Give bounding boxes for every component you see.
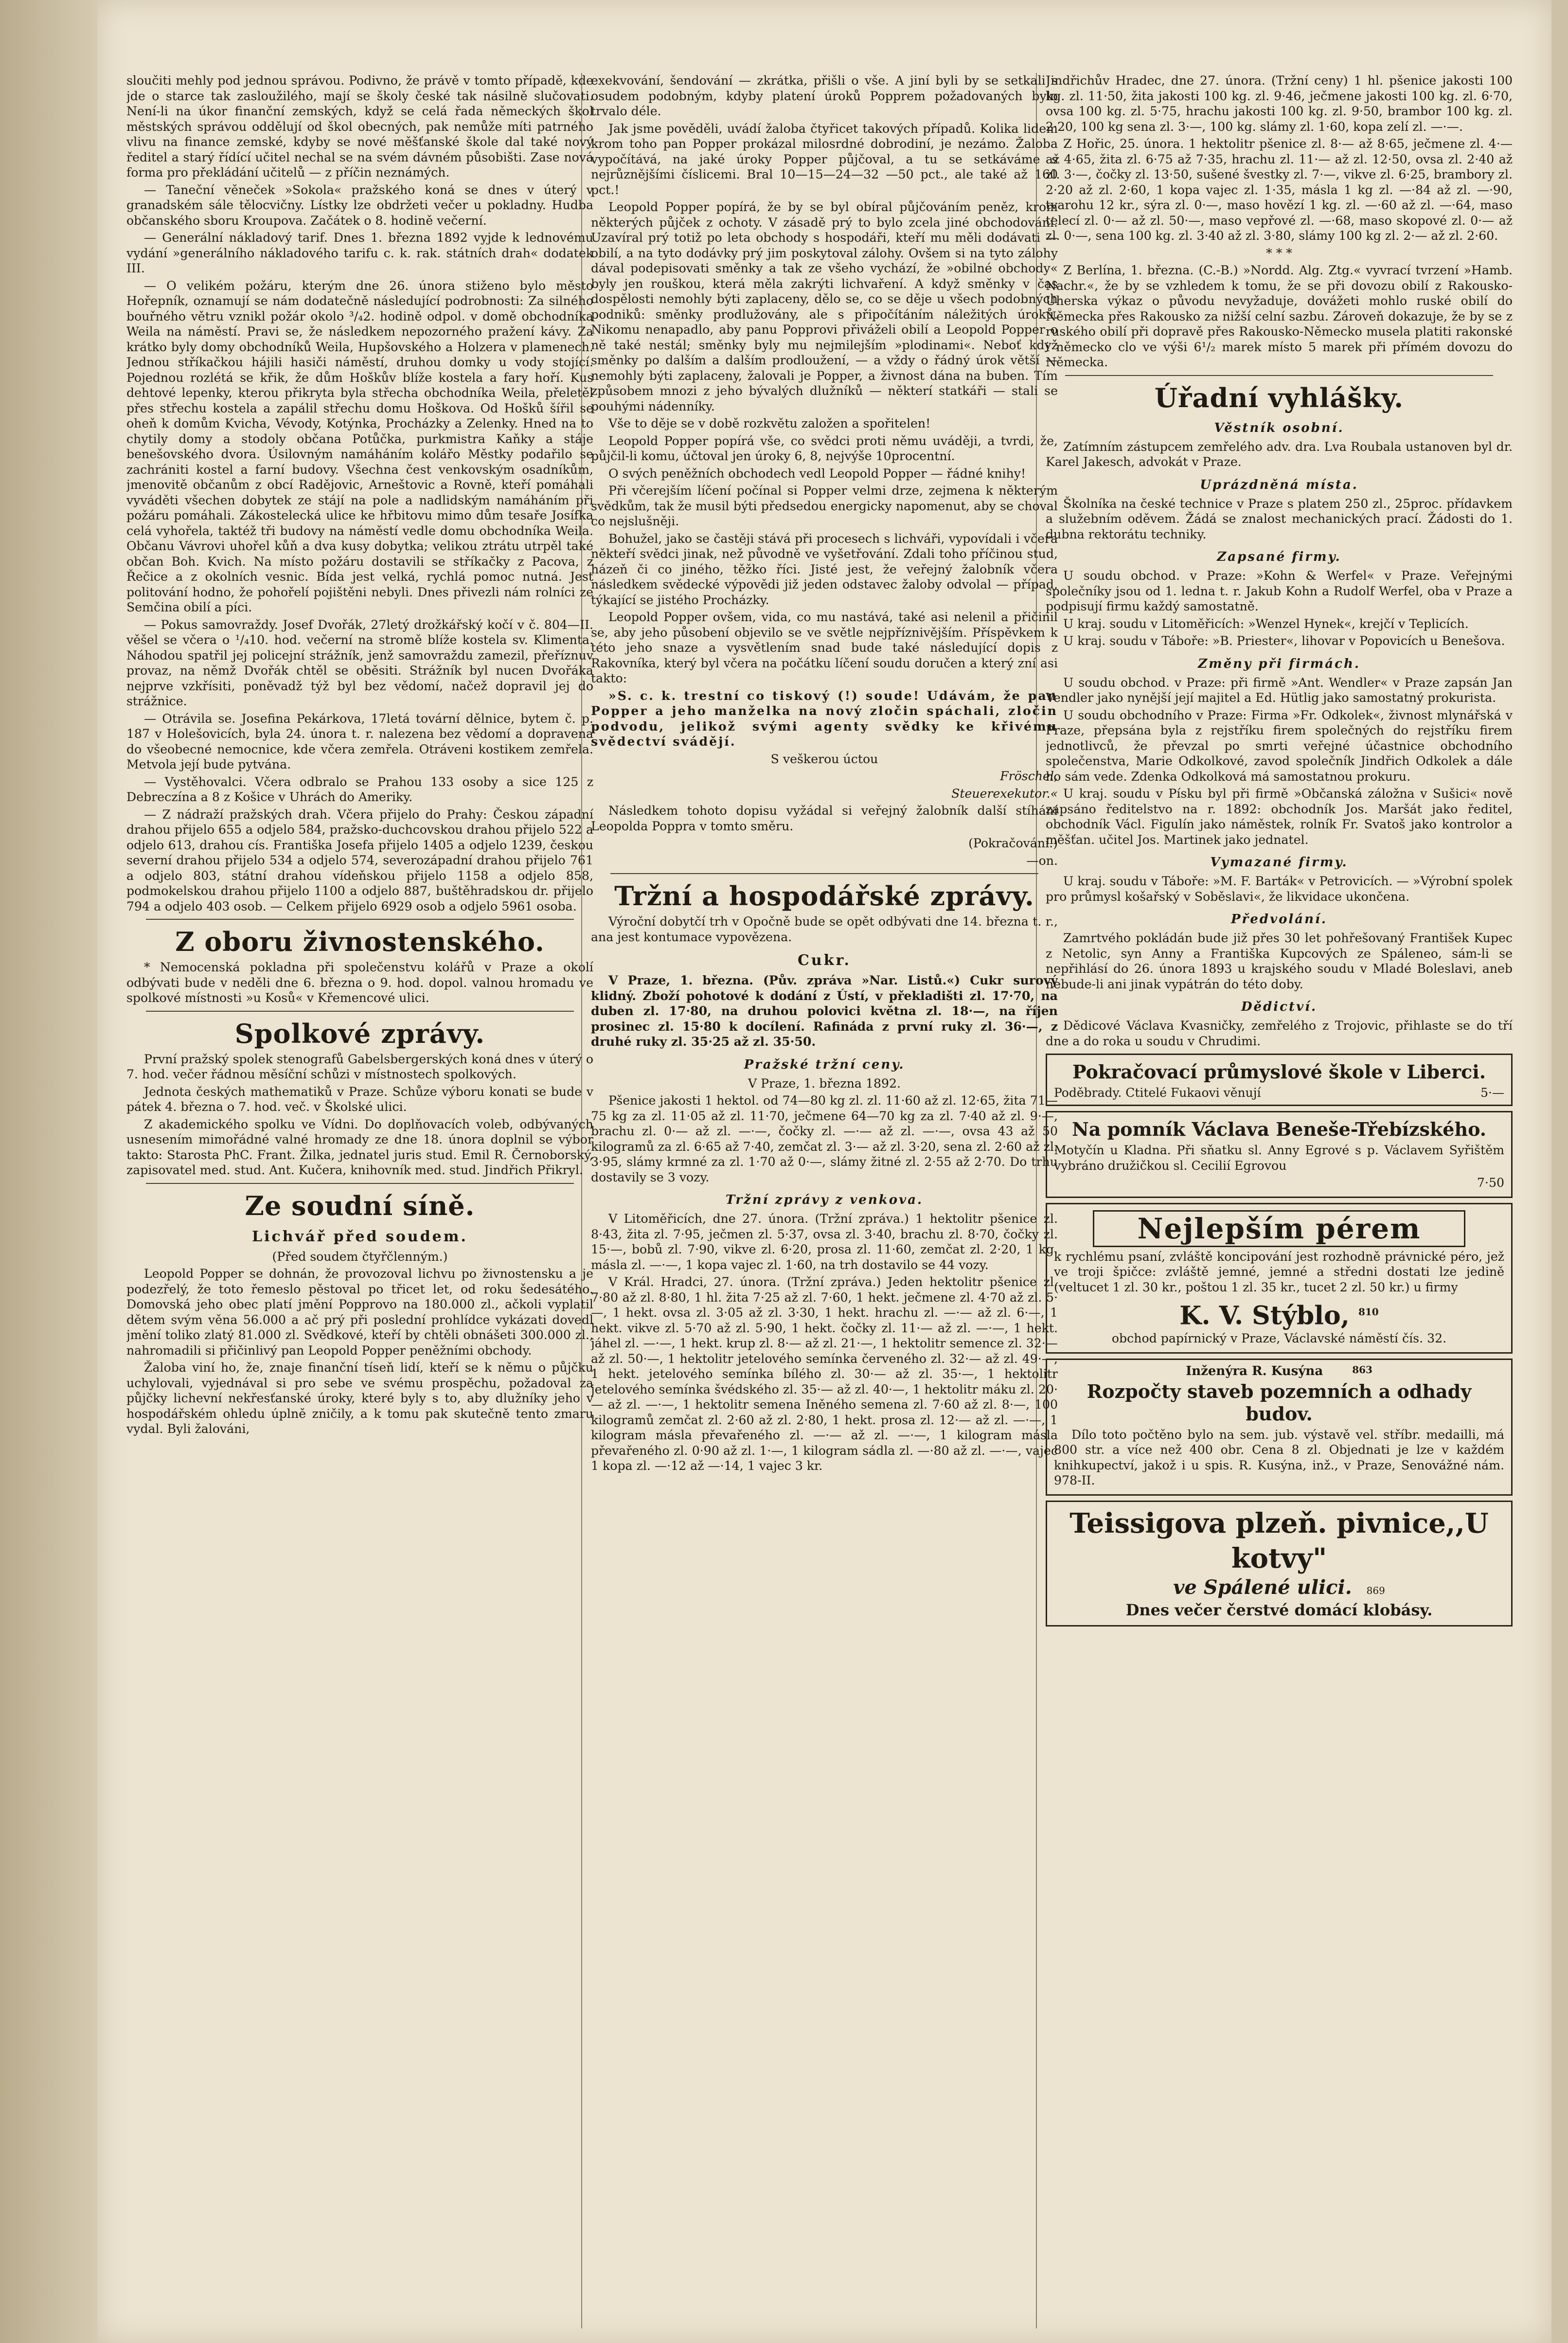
firm-priester: U kraj. soudu v Táboře: »B. Priester«, lihovar v Popovicích u Benešova. [1063, 634, 1505, 648]
ad-benes-amount: 7·50 [1477, 1176, 1504, 1190]
ad-benes-text: Motyčín u Kladna. Při sňatku sl. Anny Egrové s p. Václavem Syřištěm vybráno družičkou sl. Cecilií Egrovou [1054, 1143, 1504, 1173]
ad-kusyn-top [1054, 1364, 1504, 1378]
ad-pen-text: k rychlému psaní, zvláště koncipování jest rozhodně právnické péro, jež ve troji špičce: zvláště jemné, jemné a středni dostati lze jedině (veltucet 1 zl. 30 kr., poštou 1 zl. 35 kr., tucet 2 zl. 50 kr.) u firmy [1054, 1249, 1504, 1294]
market-jindrichuv-hradec: Jindřichův Hradec, dne 27. února. (Tržní ceny) 1 hl. pšenice jakosti 100 kg. zl. 11·50, žita jakosti 100 kg. zl. 9·46, ječmene jakosti 100 kg. zl. 6·70, ovsa 100 kg. zl. 5·75, hrachu jakosti 100 kg. zl. 9·50, brambor 100 kg. zl. 2·20, 100 kg sena zl. 3·—, 100 kg. slámy zl. 1·60, kopa zelí zl. —·—. [1046, 73, 1513, 134]
ad-pen-firm-name: K. V. Stýblo, [1179, 1301, 1350, 1331]
letter-signature-title: Steuerexekutor.« [951, 786, 1058, 801]
ad-kusyn [1046, 1359, 1513, 1496]
article-subtitle-usurer: (Před soudem čtyřčlenným.) [272, 1249, 448, 1264]
divider [146, 1011, 574, 1012]
firm-deleted: U kraj. soudu v Táboře: »M. F. Barták« v Petrovicích. — »Výrobní spolek pro průmysl košařský v Soběslavi«, že likvidace ukončena. [1046, 874, 1513, 904]
ad-teissig-row [1054, 1576, 1504, 1599]
ad-liberec-title: Pokračovací průmyslové škole v Liberci. [1072, 1061, 1486, 1083]
section-heading-market: Tržní a hospodářské zprávy. [614, 880, 1034, 912]
news-health-fund: * Nemocenská pokladna při společenstvu kolářů v Praze a okolí odbývati bude v neděli dne 6. března o 9. hod. dopol. valnou hromadu ve spolkové místnosti »u Kosů« v Křemencové ulici. [126, 960, 593, 1005]
subheading-inheritance: Dědictví. [1241, 1000, 1318, 1014]
article-usurer-cont-6: O svých peněžních obchodech vedl Leopold Popper — řádné knihy! [608, 466, 1026, 481]
prague-dateline: V Praze, 1. března 1892. [748, 1076, 901, 1091]
ad-pen [1046, 1203, 1513, 1354]
news-opocno-fair: Výroční dobytčí trh v Opočně bude se opět odbývati dne 14. března t. r., ana jest kontumace vypovězena. [591, 914, 1058, 944]
market-kral-hradec: V Král. Hradci, 27. února. (Tržní zpráva.) Jeden hektolitr pšenice zl. 7·80 až zl. 8·80, 1 hl. žita 7·25 až zl. 7·60, 1 hekt. ječmene zl. 4·70 až zl. 5·—, 1 hekt. ovsa zl. 3·05 až zl. 3·30, 1 hekt. hrachu zl. —·— až zl. 6·—, 1 hekt. vikve zl. 5·70 až zl. 5·90, 1 hekt. čočky zl. 11·— až zl. —·—, 1 hekt. jáhel zl. —·—, 1 hekt. krup zl. 8·— až zl. 21·—, 1 hektolitr semence zl. 32·— až zl. 50·—, 1 hektolitr jetelového semínka červeného zl. 32·— až zl. 49·—, 1 hekt. jetelového semínka bílého zl. 30·— až zl. 35·—, 1 hektolitr jetelového semínka švédského zl. 35·— až zl. 40·—, 1 hektolitr máku zl. 20·— až zl. —·—, 1 hektolitr semena Iněného semena zl. 7·60 až zl. 8·—, 100 kilogramů zemčat zl. 2·60 až zl. 2·80, 1 hekt. prosa zl. 12·— až zl. —·—, 1 kilogram másla převařeného zl. —·— až zl. —·—, 1 kilogram másla převařeného zl. 0·90 až zl. 1·—, 1 kilogram sádla zl. —·80 až zl. —·—, vajec 1 kopa zl. —·12 až —·14, 1 vajec 3 kr. [591, 1275, 1058, 1473]
author-initials: —on. [1026, 853, 1058, 868]
market-litomerice: V Litoměřicích, dne 27. února. (Tržní zpráva.) 1 hektolitr pšenice zl. 8·43, žita zl. 7·95, ječmen zl. 5·37, ovsa zl. 3·40, brachu zl. 8·70, čočky zl. 15·—, bobů zl. 7·90, vikve zl. 6·20, prosa zl. 11·60, zemčat zl. 2·20, 1 kg. másla zl. —·—, 1 kopa vajec zl. 1·60, na trh dostavilo se 44 vozy. [591, 1212, 1058, 1272]
inheritance-kvasnicka: Dědicové Václava Kvasničky, zemřelého z Trojovic, přihlaste se do tří dne a do roka u soudu v Chrudimi. [1046, 1019, 1513, 1048]
firm-zalozna-susice: U kraj. soudu v Písku byl při firmě »Občanská záložna v Sušici« nově zapsáno ředitelstvo na r. 1892: obchodník Jos. Maršát jako ředitel, obchodník Václ. Figulín jako náměstek, rolník Fr. Svatoš jako kontrolor a měšťan. učitel Jos. Martinek jako jednatel. [1046, 787, 1513, 847]
divider [610, 873, 1038, 874]
subheading-registered-firms: Zapsané firmy. [1217, 550, 1341, 564]
subheading-firm-changes: Změny při firmách. [1198, 656, 1360, 671]
section-stars: * * * [1266, 246, 1292, 260]
ad-pen-address: obchod papírnický v Praze, Václavské náměstí čís. 32. [1111, 1331, 1447, 1346]
subheading-prague-prices: Pražské tržní ceny. [744, 1057, 905, 1072]
news-freight-tariff: — Generální nákladový tarif. Dnes 1. března 1892 vyjde k lednovému vydání »generálního nákladového tarifu c. k. rak. státních drah« dodatek III. [126, 231, 593, 275]
firm-wenzel-hynek: U kraj. soudu v Litoměřicích: »Wenzel Hynek«, krejčí v Teplicích. [1063, 616, 1469, 631]
ad-teissig-street: ve Spálené ulici. [1173, 1575, 1352, 1599]
article-usurer-cont-4: Vše to děje se v době rozkvětu založen a spořitelen! [608, 416, 931, 430]
ad-kusyn-number: 863 [1352, 1363, 1372, 1376]
article-usurer-p1: Leopold Popper se dohnán, že provozoval lichvu po živnostensku a je podezřelý, že toto řemeslo pěstoval po třicet let, od roku šedesátého. Domovská jeho obec platí jmění Popprovo na 180.000 zl., ačkoli vyplatil dětem svým věna 56.000 a ač prý při poslední prohlídce vykázati dovedl jmění toliko zlatý 81.000 zl. Svědkové, kteří by chtěli obnášeti 300.000 zl., nahromadili si přičinlivý pan Leopold Popper peněžními obchody. [126, 1267, 593, 1358]
article-usurer-p2: Žaloba viní ho, že, znaje finanční tíseň lidí, kteří se k němu o půjčku uchylovali, vyjednával si pro sebe ve svému prospěchu, požadoval za půjčky lichevní nekřesťanské úroky, které byly s to, aby dlužníky jeho v hospodářském ohledu úplně zničily, a k tomu pak skutečně tento zmaru vydal. Byli žalováni, [126, 1360, 593, 1436]
market-prague-prices: Pšenice jakosti 1 hektol. od 74—80 kg zl. zl. 11·60 až zl. 12·65, žita 71—75 kg za zl. 11·05 až zl. 11·70, ječmene 64—70 kg za zl. 7·40 až zl. 9·—, brachu zl. 0·— až zl. —·—, čočky zl. —·— až zl. —·—, ovsa 43 až 50 kilogramů za zl. 6·65 až 7·40, zemčat zl. 3·— až zl. 3·20, sena zl. 2·60 až zl. 3·95, slámy krmné za zl. 1·70 až 0·—, slámy žitné zl. 2·55 až 2·70. Do trhu dostavily se 3 vozy. [591, 1093, 1058, 1184]
section-heading-court: Ze soudní síně. [245, 1190, 475, 1221]
news-emigrants: — Vystěhovalci. Včera odbralo se Prahou 133 osoby a sice 125 z Debreczína a 8 z Košice v Uhrách do Ameriky. [126, 774, 593, 804]
section-heading-trade: Z oboru živnostenského. [175, 926, 545, 957]
quoted-letter: »S. c. k. trestní co tiskový (!) soude! Udávám, že pan Popper a jeho manželka na nový zločin spáchali, zločin podvodu, jelikož svými agenty svědky ke křivému svědectví svádějí. [591, 688, 1058, 749]
column-1 [126, 73, 593, 2328]
article-school-merge: sloučiti mehly pod jednou správou. Podivno, že právě v tomto případě, kde jde o starce tak zasloužilého, mají se školy české tak násilně slučovati. Není-li na úkor finanční zemských, když se celá řada německých škol městských správou oddělují od škol obecných, pak nemůže míti patrného vlivu na finance zemské, kdyby se nové měšťanské škole dal také nový ředitel a starý řídící učitel nechal se na svém dávném působišti. Zase nová forma pro překládání učitelů — z příčin neznámých. [126, 73, 593, 179]
subheading-deleted-firms: Vymazané firmy. [1210, 855, 1348, 870]
news-mathematicians: Jednota českých mathematiků v Praze. Schůze výboru konati se bude v pátek 4. března o 7. hod. več. v Školské ulici. [126, 1084, 593, 1114]
ad-kusyn-text: Dílo toto počtěno bylo na sem. jub. výstavě vel. stříbr. medailli, má 800 str. a více než 400 obr. Cena 8 zl. Objednati je lze v každém knihkupectví, jakož i u spis. R. Kusýna, inž., v Praze, Senovážné nám. 978-II. [1054, 1427, 1504, 1488]
news-stenographers: První pražský spolek stenografů Gabelsbergerských koná dnes v úterý o 7. hod. večer řádnou měsíční schůzi v místnostech spolkových. [126, 1052, 593, 1081]
firm-wendler: U soudu obchod. v Praze: při firmě »Ant. Wendler« v Praze zapsán Jan Vendler jako nynější její majitel a Ed. Hütlig jako samostatný prokurista. [1046, 675, 1513, 705]
subheading-vacancies: Uprázdněná místa. [1200, 477, 1358, 492]
ad-liberec-amount: 5·— [1480, 1086, 1504, 1100]
article-usurer-cont-10: Následkem tohoto dopisu vyžádal si veřejný žalobník další stíhání Leopolda Poppra v tomto směru. [591, 804, 1058, 833]
news-fire-horepnik: — O velikém požáru, kterým dne 26. února stiženo bylo město Hořepník, oznamují se nám dodatečně následující podrobnosti: Za silného bouřného větru vznikl požár okolo ³/₄2. hodině odpol. v domě obchodníka Weila na náměstí. Pravi se, že následkem nepozorného pražení kávy. Za krátko byly domy obchodníků Weila, Hupšovského a Holzera v plamenech. Jednou stříkačkou hájili hasiči náměstí, druhou domky u vody stojící. Pojednou rozlétá se křik, že dům Hoškův blíže kostela a fary hoří. Kus dehtové lepenky, kterou přikryta byla střecha obchodníka Weila, přeletěl přes střechu kostela a zapálil střechu domu Hoškova. Od Hošků šířil se oheň k domům Kvicha, Vévody, Kotýnka, Procházky a Zelenky. Hned na to chytily domy a stodoly občana Potůčka, purkmistra Kaňky a stáje benešovského dvora. Úsilovným namáháním kolářo Městky podařilo se zachrániti kostel a farní budovy. Všechna čest venkovským osadníkům, jmenovitě občanům z obcí Radějovic, Arneštovic a Rovně, kteří pomáhali vyváděti všechen dobytek ze stájí na pole a nadlidským namáháním při požáru pomáhali. Zákostelecká ulice ke hřbitovu mimo dům tesaře Josífka celá vyhořela, taktéž tři budovy na náměstí vedle domu obchodníka Weila. Občanu Vávrovi uhořel kůň a dva kusy dobytka; velikou ztrátu utrpěl také občan Boh. Kvich. Na místo požáru dostavili se stříkačky z Pacova, z Řečice a z okolních vesnic. Bída jest velká, rychlá pomoc nutná. Jest politování hodno, že pohořelí pojištěni nebyli. Dnes přivezli nám rolníci ze Semčina obilí a píci. [126, 278, 593, 614]
divider [1065, 375, 1493, 376]
firm-odkolek: U soudu obchodního v Praze: Firma »Fr. Odkolek«, živnost mlynářská v Praze, přepsána byla z rejstříku firem společných do rejstříku firem jednotlivců, že převzal po smrti veřejné účastnice obchodního společenstva, Marie Odkolkové, zavod společník Jindřich Odkolek a dále ho sám vede. Zdenka Odkolková má samostatnou prokuru. [1046, 708, 1513, 784]
subheading-summons: Předvolání. [1231, 912, 1327, 927]
article-usurer-cont-2: Jak jsme pověděli, uvádí žaloba čtyřicet takových případů. Kolika lidem krom toho pan Popper prokázal milosrdné dobrodiní, je nezámo. Žaloba vypočítává, na jaké úroky Popper půjčoval, a tu se setkáváme s nejrůznějšími číslicemi. Bral 10—15—24—32 —50 pct., ale také až 160 pct.! [591, 121, 1058, 197]
continued-note: (Pokračování.) [968, 836, 1058, 850]
divider [146, 1183, 574, 1184]
ad-pen-number: 810 [1358, 1306, 1379, 1318]
article-usurer-cont-3: Leopold Popper popírá, že by se byl obíral půjčováním peněz, krom některých půjček z ochoty. V zásadě prý to bylo zcela jiné obchodování. Uzavíral prý totiž po leta obchody s hospodáři, kteří mu měli dodávati — obilí, a na tyto dodávky prý jim poskytoval zálohy. Ovšem si na tyto zálohy dával podepisovati směnky a tak ze všeho vychází, že »obilné obchody« byly jen rouškou, která měla zakrýti lichvaření. A když směnky v čas dospělosti nemohly býti zaplaceny, dělo se, co se děje u všech podobných podniků: směnky prodlužovány, ale s připočítáním náležitých úroků. Nikomu nenapadlo, aby panu Popprovi přiváželi obilí a Leopold Popper o ně také nestál; směnky byly mu nejmilejším »plodinami«. Neboť když směnky po dalším a dalším prodloužení, — a vždy o řádný úrok větší — nemohly býti zaplaceny, žalovali je Popper, a živnost dána na buben. Tím způsobem mnozi z jeho bývalých dlužníků — některí statkáři — stali se pouhými nádenníky. [591, 200, 1058, 413]
news-poisoning: — Otrávila se. Josefina Pekárkova, 17letá tovární dělnice, bytem č. p. 187 v Holešovicích, byla 24. února t. r. nalezena bez vědomí a dopravena do všeobecné nemocnice, kde včera zemřela. Otráveni kostikem zemřela. Metvola její bude pytvána. [126, 711, 593, 771]
news-vienna-academic: Z akademického spolku ve Vídni. Do doplňovacích voleb, odbývaných usnesením mimořádné valné hromady ze dne 18. února doplnil se výbor takto: Starosta PhC. Frant. Žilka, jednatel juris stud. Emil R. Černoborský, zapisovatel med. stud. Ant. Kučera, knihovník med. stud. Jindřich Přikryl. [126, 1117, 593, 1177]
ad-teissig-tagline: Dnes večer čerstvé domácí klobásy. [1125, 1600, 1433, 1619]
column-2 [591, 73, 1058, 2328]
column-3 [1046, 73, 1513, 2328]
article-usurer-cont-1: exekvování, šendování — zkrátka, přišli o vše. A jiní byli by se setkali s osudem podobným, kdyby platení úroků Popprem požadovaných bylo trvalo déle. [591, 73, 1058, 118]
official-personal: Zatímním zástupcem zemřelého adv. dra. Lva Roubala ustanoven byl dr. Karel Jakesch, advokát v Praze. [1046, 439, 1513, 469]
letter-signature-name: Fröschel, [1000, 769, 1058, 783]
news-railway-stations: — Z nádraží pražských drah. Včera přijelo do Prahy: Českou západní drahou přijelo 655 a odjelo 584, pražsko-duchcovskou drahou přijelo 522 a odjelo 613, drahou cís. Františka Josefa přijelo 1405 a odjelo 1239, českou severní drahou přijelo 534 a odjelo 574, severozápadní drahou přijelo 761 a odjelo 803, státní drahou vídeňskou přijelo 1158 a odjelo 858, podmokelskou drahou přijelo 1100 a odjelo 887, buštěhradskou dr. přijelo 794 a odjelo 403 osob. — Celkem přijelo 6929 osob a odjelo 5961 osoba. [126, 807, 593, 913]
news-suicide-attempt: — Pokus samovraždy. Josef Dvořák, 27letý drožkářský kočí v č. 804—II. věšel se včera o ¹/₄10. hod. večerní na stromě blíže kostela sv. Klimenta. Náhodou spatřil jej policejní strážník, jenž samovraždu zamezil, přeříznuv provaz, na němž Dvořák chtěl se oběsiti. Strážník byl nucen Dvořáka nejprve vzkřísiti, poněvadž týž byl bez vědomí, načež dopravil jej do strážnice. [126, 617, 593, 708]
section-heading-official: Úřadní vyhlášky. [1154, 382, 1404, 413]
ad-kusyn-title: Rozpočty staveb pozemních a odhady budov. [1087, 1380, 1472, 1425]
summons-kupec: Zamrtvého pokládán bude již přes 30 let pohřešovaný František Kupec z Netolic, syn Anny a Františka Kupcových ze Spáleneo, sám-li se nepřihlásí do 26. února 1893 u krajského soudu v Mladé Boleslavi, aneb nebude-li ani jinak vypátrán do této doby. [1046, 931, 1513, 991]
news-sokol-dance: — Taneční věneček »Sokola« pražského koná se dnes v úterý v granadském sále tělocvičny. Lístky lze obdržeti večer u pokladny. Hudba občanského sboru Kroupova. Začátek o 8. hodině večerní. [126, 182, 593, 228]
official-vacancy: Školníka na české technice v Praze s platem 250 zl., 25proc. přídavkem a služebním oděvem. Žádá se znalost mechanických prací. Žádosti do 1. dubna rektorátu techniky. [1046, 496, 1513, 541]
ad-pen-firm [1054, 1297, 1504, 1331]
ad-kusyn-author: Inženýra R. Kusýna [1186, 1363, 1323, 1378]
ad-pen-title: Nejlepším pérem [1093, 1210, 1465, 1247]
section-heading-associations: Spolkové zprávy. [234, 1018, 485, 1049]
ad-liberec-row [1054, 1085, 1504, 1101]
ad-teissig [1046, 1501, 1513, 1627]
news-berlin-grain: Z Berlína, 1. března. (C.-B.) »Nordd. Alg. Ztg.« vyvrací tvrzení »Hamb. Nachr.«, že by se vzhledem k tomu, že se při dovozu obilí z Rakousko-Uherska výkaz o původu nevyžaduje, dovážeti mohlo ruské obilí do Německa přes Rakousko za nižší celní sazbu. Zároveň dokazuje, že by se z ruského obilí při dopravě přes Rakousko-Německo musela platiti rakonské i německo clo ve výši 6¹/₂ marek místo 5 marek při přímém dovozu do Německa. [1046, 263, 1513, 369]
divider [146, 919, 574, 920]
subheading-country-markets: Tržní zprávy z venkova. [725, 1193, 924, 1207]
subheading-sugar: Cukr. [798, 952, 851, 969]
subheading-personal: Věstník osobní. [1214, 420, 1344, 435]
article-usurer-cont-5: Leopold Popper popírá vše, co svědci proti němu uváději, a tvrdi, že, půjčil-li komu, účtoval jen úroky 6, 8, nejvýše 10procentní. [591, 433, 1058, 463]
market-sugar-report: V Praze, 1. března. (Pův. zpráva »Nar. Listů.«) Cukr surový klidný. Zboží pohotové k dodání z Ústí, v překladišti zl. 17·70, na duben zl. 17·80, na druhou polovici května zl. 18·—, na říjen prosinec zl. 15·80 k docílení. Rafináda z první ruky zl. 36·—, z druhé ruky zl. 35·25 až zl. 35·50. [591, 973, 1058, 1049]
article-title-usurer: Lichvář před soudem. [252, 1228, 468, 1245]
letter-closing: S veškerou úctou [770, 751, 878, 766]
article-usurer-cont-8: Bohužel, jako se častěji stává při procesech s lichváři, vypovídali i včera někteří svědci jinak, než původně ve vyšetřování. Zdali toho příčinou stud, házeň či co jiného, těžko říci. Jisté jest, že veřejný žalobník včera následkem svědecké výpovědi již jeden odstavec žaloby odvolal — případ, týkající se jistého Procházky. [591, 531, 1058, 607]
article-usurer-cont-7: Při včerejším líčení počínal si Popper velmi drze, zejmena k některým svědkům, tak že musil býti předsedou energicky napomenut, aby se choval co nejslušněji. [591, 483, 1058, 528]
article-usurer-cont-9: Leopold Popper ovšem, vida, co mu nastává, také asi nelenil a přičinil se, aby jeho působení objevilo se ve světle nejpříznivějším. Příspěvkem k této jeho snaze a vysvětlením snad bude také následující dopis z Rakovníka, který byl včera na počátku líčení soudu doručen a který zní asi takto: [591, 610, 1058, 685]
market-horice: Z Hořic, 25. února. 1 hektolitr pšenice zl. 8·— až 8·65, ječmene zl. 4·— až 4·65, žita zl. 6·75 až 7·35, hrachu zl. 11·— až zl. 12·50, ovsa zl. 2·40 až zl. 3·—, čočky zl. 13·50, sušené švestky zl. 7·—, vikve zl. 6·25, brambory zl. 2·20 až zl. 2·60, 1 kopa vajec zl. 1·35, másla 1 kg zl. —·84 až zl. —·90, tvarohu 12 kr., sýra zl. 0·—, maso hovězí 1 kg. zl. —·60 až zl. —·64, maso telecí zl. 0·— až zl. 50·—, maso vepřové zl. —·68, maso skopové zl. 0·— až zl. 0·—, sena 100 kg. zl. 3·40 až zl. 3·80, slámy 100 kg zl. 2·— až zl. 2·60. [1046, 137, 1513, 243]
ad-teissig-title: Teissigova plzeň. pivnice,,U kotvy" [1069, 1507, 1489, 1574]
ad-liberec-school [1046, 1054, 1513, 1106]
firm-kohn-werfel: U soudu obchod. v Praze: »Kohn & Werfel« v Praze. Veřejnými společníky jsou od 1. ledna t. r. Jakub Kohn a Rudolf Werfel, oba v Praze a podpisují firmu každý samostatně. [1046, 569, 1513, 613]
page-edge [0, 0, 97, 2343]
ad-benes-monument [1046, 1111, 1513, 1198]
ad-liberec-donor: Poděbrady. Ctitelé Fukaovi věnují [1054, 1086, 1261, 1100]
ad-benes-title: Na pomník Václava Beneše-Třebízského. [1072, 1118, 1486, 1140]
ad-teissig-number: 869 [1366, 1584, 1385, 1596]
